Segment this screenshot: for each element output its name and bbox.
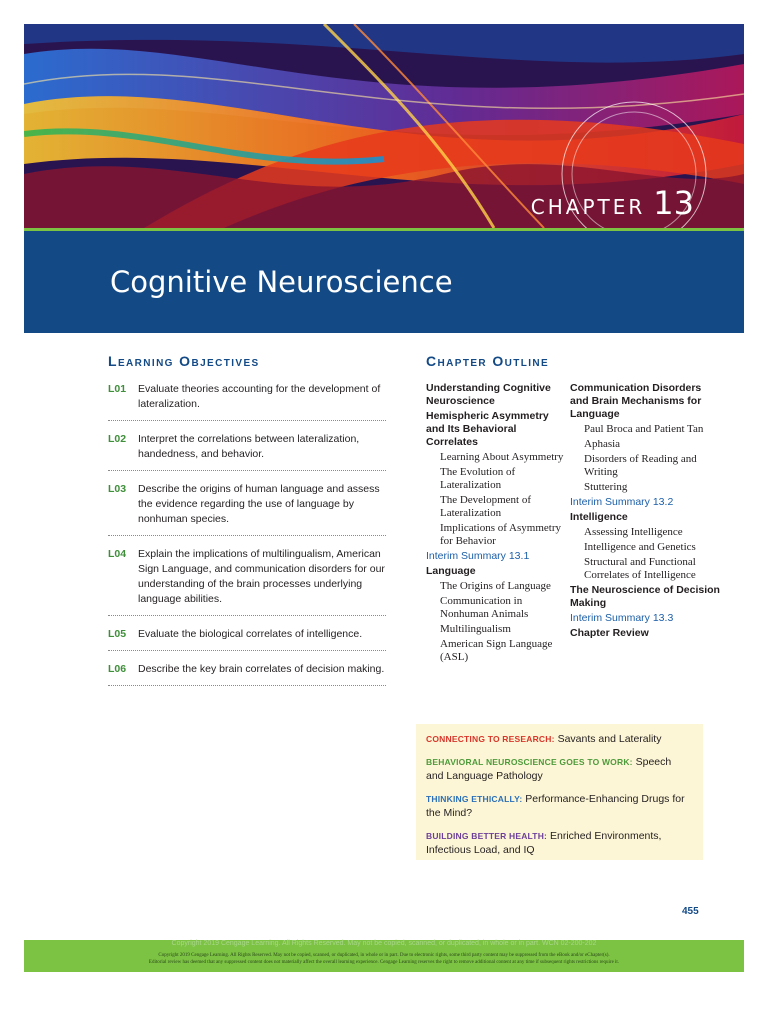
objective-code: L05 xyxy=(108,628,127,640)
outline-sub: Aphasia xyxy=(584,438,621,450)
outline-section: Understanding Cognitive Neuroscience xyxy=(426,382,551,407)
feature-text: Savants and Laterality xyxy=(557,733,662,745)
learning-objective-item xyxy=(108,625,386,651)
feature-item xyxy=(426,829,691,858)
outline-section: Hemispheric Asymmetry and Its Behavioral Correlates xyxy=(426,410,549,448)
outline-sub: The Origins of Language xyxy=(440,580,551,592)
chapter-outline-heading: Chapter Outline xyxy=(426,353,550,369)
objective-code: L02 xyxy=(108,433,127,445)
learning-objective-item xyxy=(108,545,386,616)
outline-sub: Stuttering xyxy=(584,481,628,493)
objective-text: Describe the origins of human language and assess the evidence regarding the use of language by nonhuman species. xyxy=(138,483,380,525)
objective-text: Evaluate the biological correlates of intelligence. xyxy=(138,628,363,640)
outline-summary: Interim Summary 13.1 xyxy=(426,550,530,562)
title-band xyxy=(24,231,744,333)
outline-section: Language xyxy=(426,565,476,577)
learning-objectives-heading: Learning Objectives xyxy=(108,353,260,369)
outline-sub: Learning About Asymmetry xyxy=(440,451,564,463)
chapter-word: CHAPTER xyxy=(530,195,646,219)
objective-code: L01 xyxy=(108,383,127,395)
footer-notice-1: Copyright 2019 Cengage Learning. All Rights Reserved. May not be copied, scanned, or duplicated, in whole or in part. Due to electronic rights, some third party content may be suppressed from the eBook and/or eChapter(s). xyxy=(158,953,610,958)
outline-column-left xyxy=(426,382,566,666)
feature-text: Enriched Environments, Infectious Load, and IQ xyxy=(426,829,662,856)
feature-text: Performance-Enhancing Drugs for the Mind? xyxy=(426,792,685,819)
outline-sub: Assessing Intelligence xyxy=(584,526,683,538)
outline-sub: The Development of Lateralization xyxy=(440,494,532,519)
feature-tag: THINKING ETHICALLY: xyxy=(426,793,523,804)
outline-section: Chapter Review xyxy=(570,627,649,639)
outline-sub: Communication in Nonhuman Animals xyxy=(440,595,529,620)
feature-item xyxy=(426,792,691,821)
feature-text: Speech and Language Pathology xyxy=(426,755,672,782)
learning-objective-item xyxy=(108,430,386,471)
outline-sub: Intelligence and Genetics xyxy=(584,541,696,553)
outline-sub: American Sign Language (ASL) xyxy=(440,638,553,663)
outline-section: The Neuroscience of Decision Making xyxy=(570,584,720,609)
outline-summary: Interim Summary 13.3 xyxy=(570,612,674,624)
learning-objectives-list xyxy=(108,380,386,695)
feature-box xyxy=(416,724,703,860)
outline-sub: Implications of Asymmetry for Behavior xyxy=(440,522,561,547)
outline-column-right xyxy=(570,382,720,642)
objective-code: L03 xyxy=(108,483,127,495)
feature-tag: CONNECTING TO RESEARCH: xyxy=(426,734,555,744)
objective-code: L04 xyxy=(108,548,127,560)
outline-sub: Paul Broca and Patient Tan xyxy=(584,423,704,435)
learning-objective-item xyxy=(108,380,386,421)
chapter-label xyxy=(531,184,694,222)
footer-bar xyxy=(24,940,744,972)
outline-section: Communication Disorders and Brain Mechanisms for Language xyxy=(570,382,702,420)
objective-text: Evaluate theories accounting for the development of lateralization. xyxy=(138,383,381,410)
outline-sub: Multilingualism xyxy=(440,623,511,635)
page-number: 455 xyxy=(682,906,699,917)
outline-sub: Disorders of Reading and Writing xyxy=(584,453,697,478)
feature-item xyxy=(426,755,691,784)
footer-copyright: Copyright 2019 Cengage Learning. All Rights Reserved. May not be copied, scanned, or duplicated, in whole or in part. WCN 02-200-202 xyxy=(171,940,597,947)
feature-tag: BUILDING BETTER HEALTH: xyxy=(426,830,548,841)
learning-objective-item xyxy=(108,660,386,686)
chapter-banner xyxy=(24,24,744,228)
feature-tag: BEHAVIORAL NEUROSCIENCE GOES TO WORK: xyxy=(426,756,633,767)
learning-objective-item xyxy=(108,480,386,536)
objective-text: Explain the implications of multilingualism, American Sign Language, and communication disorders for our understanding of the brain processes underlying language abilities. xyxy=(138,548,385,605)
objective-code: L06 xyxy=(108,663,127,675)
objective-text: Interpret the correlations between lateralization, handedness, and behavior. xyxy=(138,433,360,460)
feature-item xyxy=(426,732,691,747)
outline-sub: Structural and Functional Correlates of Intelligence xyxy=(584,556,696,581)
objective-text: Describe the key brain correlates of decision making. xyxy=(138,663,385,675)
outline-section: Intelligence xyxy=(570,511,628,523)
chapter-number: 13 xyxy=(653,184,694,222)
outline-summary: Interim Summary 13.2 xyxy=(570,496,674,508)
outline-sub: The Evolution of Lateralization xyxy=(440,466,516,491)
footer-notice-2: Editorial review has deemed that any suppressed content does not materially affect the overall learning experience. Cengage Learning reserves the right to remove additional content at any time if subsequent rights restrictions require it. xyxy=(148,960,620,965)
page-title: Cognitive Neuroscience xyxy=(110,265,453,299)
